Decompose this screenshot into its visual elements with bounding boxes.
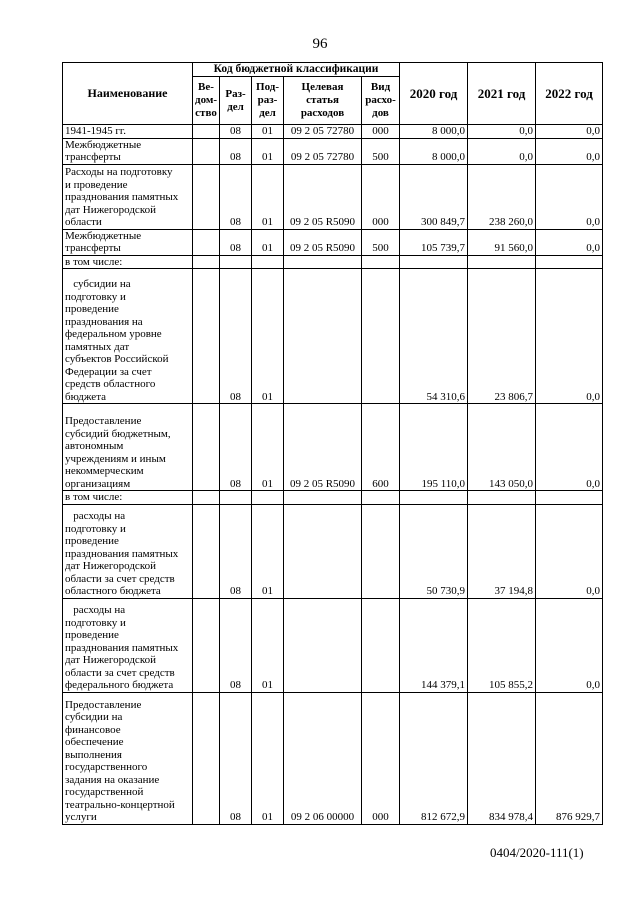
row-amount-2021: 37 194,8 — [468, 504, 536, 598]
table-row — [63, 164, 603, 229]
table-row — [63, 491, 603, 505]
header-year-2022: 2022 год — [536, 63, 603, 125]
row-vid: 000 — [362, 692, 400, 824]
row-vid: 000 — [362, 164, 400, 229]
header-podrazdel: Под- раз- дел — [252, 77, 284, 125]
row-amount-2022 — [536, 255, 603, 269]
row-amount-2020: 8 000,0 — [400, 125, 468, 139]
row-amount-2020: 812 672,9 — [400, 692, 468, 824]
row-vid — [362, 598, 400, 692]
page-number: 96 — [312, 36, 328, 52]
table-row — [63, 404, 603, 491]
row-amount-2021: 238 260,0 — [468, 164, 536, 229]
row-name: в том числе: — [63, 491, 193, 505]
table-row — [63, 692, 603, 824]
row-vedomstvo — [193, 598, 220, 692]
row-razdel — [220, 491, 252, 505]
row-vedomstvo — [193, 138, 220, 164]
row-vedomstvo — [193, 164, 220, 229]
header-vid: Вид расхо- дов — [362, 77, 400, 125]
row-name: 1941-1945 гг. — [63, 125, 193, 139]
row-podrazdel: 01 — [252, 125, 284, 139]
row-razdel: 08 — [220, 269, 252, 404]
row-podrazdel — [252, 491, 284, 505]
table-row — [63, 229, 603, 255]
table-body — [63, 125, 603, 825]
row-name: Предоставление субсидии на финансовое обеспечение выполнения государственного задания на оказание государственной театрально-концертной услуги — [63, 692, 193, 824]
row-name: расходы на подготовку и проведение празднования памятных дат Нижегородской области за счет средств федерального бюджета — [63, 598, 193, 692]
row-razdel: 08 — [220, 404, 252, 491]
row-vid: 000 — [362, 125, 400, 139]
table-header — [63, 63, 603, 125]
row-amount-2022: 0,0 — [536, 138, 603, 164]
row-target — [284, 598, 362, 692]
row-razdel: 08 — [220, 164, 252, 229]
row-podrazdel: 01 — [252, 598, 284, 692]
header-name: Наименование — [63, 63, 193, 125]
row-podrazdel: 01 — [252, 138, 284, 164]
row-vedomstvo — [193, 125, 220, 139]
row-amount-2021: 91 560,0 — [468, 229, 536, 255]
row-target: 09 2 05 R5090 — [284, 404, 362, 491]
row-vid — [362, 255, 400, 269]
header-vedomstvo: Ве- дом- ство — [193, 77, 220, 125]
row-name: Расходы на подготовку и проведение празднования памятных дат Нижегородской области — [63, 164, 193, 229]
row-target — [284, 255, 362, 269]
row-podrazdel: 01 — [252, 504, 284, 598]
row-amount-2021 — [468, 491, 536, 505]
row-target — [284, 504, 362, 598]
header-year-2021: 2021 год — [468, 63, 536, 125]
table-row — [63, 138, 603, 164]
document-code: 0404/2020-111(1) — [490, 845, 584, 860]
row-amount-2020: 8 000,0 — [400, 138, 468, 164]
header-target: Целевая статья расходов — [284, 77, 362, 125]
row-vid — [362, 269, 400, 404]
row-podrazdel — [252, 255, 284, 269]
row-vedomstvo — [193, 404, 220, 491]
row-vid: 500 — [362, 229, 400, 255]
row-amount-2020: 105 739,7 — [400, 229, 468, 255]
row-target: 09 2 05 R5090 — [284, 164, 362, 229]
row-name: субсидии на подготовку и проведение празднования на федеральном уровне памятных дат субъектов Российской Федерации за счет средств областного бюджета — [63, 269, 193, 404]
header-razdel: Раз- дел — [220, 77, 252, 125]
row-podrazdel: 01 — [252, 229, 284, 255]
row-target — [284, 491, 362, 505]
row-amount-2022: 0,0 — [536, 504, 603, 598]
row-amount-2022: 876 929,7 — [536, 692, 603, 824]
row-amount-2021: 105 855,2 — [468, 598, 536, 692]
row-amount-2022: 0,0 — [536, 229, 603, 255]
budget-table — [62, 62, 603, 825]
row-amount-2022 — [536, 491, 603, 505]
row-amount-2021 — [468, 255, 536, 269]
row-razdel: 08 — [220, 229, 252, 255]
row-razdel: 08 — [220, 125, 252, 139]
row-podrazdel: 01 — [252, 269, 284, 404]
row-target: 09 2 05 R5090 — [284, 229, 362, 255]
row-amount-2021: 0,0 — [468, 125, 536, 139]
row-amount-2022: 0,0 — [536, 404, 603, 491]
row-amount-2021: 0,0 — [468, 138, 536, 164]
row-target: 09 2 06 00000 — [284, 692, 362, 824]
row-amount-2022: 0,0 — [536, 598, 603, 692]
row-target — [284, 269, 362, 404]
row-amount-2022: 0,0 — [536, 125, 603, 139]
table-row — [63, 125, 603, 139]
table-row — [63, 255, 603, 269]
row-podrazdel: 01 — [252, 692, 284, 824]
row-amount-2020 — [400, 255, 468, 269]
table-row — [63, 598, 603, 692]
row-razdel: 08 — [220, 598, 252, 692]
row-vedomstvo — [193, 255, 220, 269]
row-podrazdel: 01 — [252, 404, 284, 491]
row-razdel: 08 — [220, 504, 252, 598]
row-target: 09 2 05 72780 — [284, 138, 362, 164]
table-row — [63, 269, 603, 404]
row-amount-2020: 50 730,9 — [400, 504, 468, 598]
row-name: расходы на подготовку и проведение празднования памятных дат Нижегородской области за счет средств областного бюджета — [63, 504, 193, 598]
row-razdel: 08 — [220, 138, 252, 164]
row-vid — [362, 491, 400, 505]
row-amount-2020: 144 379,1 — [400, 598, 468, 692]
row-vedomstvo — [193, 269, 220, 404]
row-vedomstvo — [193, 692, 220, 824]
row-amount-2022: 0,0 — [536, 269, 603, 404]
row-amount-2022: 0,0 — [536, 164, 603, 229]
row-vedomstvo — [193, 229, 220, 255]
row-amount-2021: 834 978,4 — [468, 692, 536, 824]
row-name: Межбюджетные трансферты — [63, 229, 193, 255]
row-razdel: 08 — [220, 692, 252, 824]
row-amount-2020: 54 310,6 — [400, 269, 468, 404]
row-target: 09 2 05 72780 — [284, 125, 362, 139]
row-vid: 500 — [362, 138, 400, 164]
row-vedomstvo — [193, 491, 220, 505]
row-vedomstvo — [193, 504, 220, 598]
row-razdel — [220, 255, 252, 269]
row-vid: 600 — [362, 404, 400, 491]
table-row — [63, 504, 603, 598]
row-name: в том числе: — [63, 255, 193, 269]
row-amount-2021: 23 806,7 — [468, 269, 536, 404]
row-amount-2021: 143 050,0 — [468, 404, 536, 491]
row-amount-2020: 300 849,7 — [400, 164, 468, 229]
row-amount-2020: 195 110,0 — [400, 404, 468, 491]
row-name: Межбюджетные трансферты — [63, 138, 193, 164]
row-podrazdel: 01 — [252, 164, 284, 229]
header-year-2020: 2020 год — [400, 63, 468, 125]
row-vid — [362, 504, 400, 598]
row-name: Предоставление субсидий бюджетным, автономным учреждениям и иным некоммерческим организациям — [63, 404, 193, 491]
header-code-group: Код бюджетной классификации — [193, 63, 400, 77]
row-amount-2020 — [400, 491, 468, 505]
